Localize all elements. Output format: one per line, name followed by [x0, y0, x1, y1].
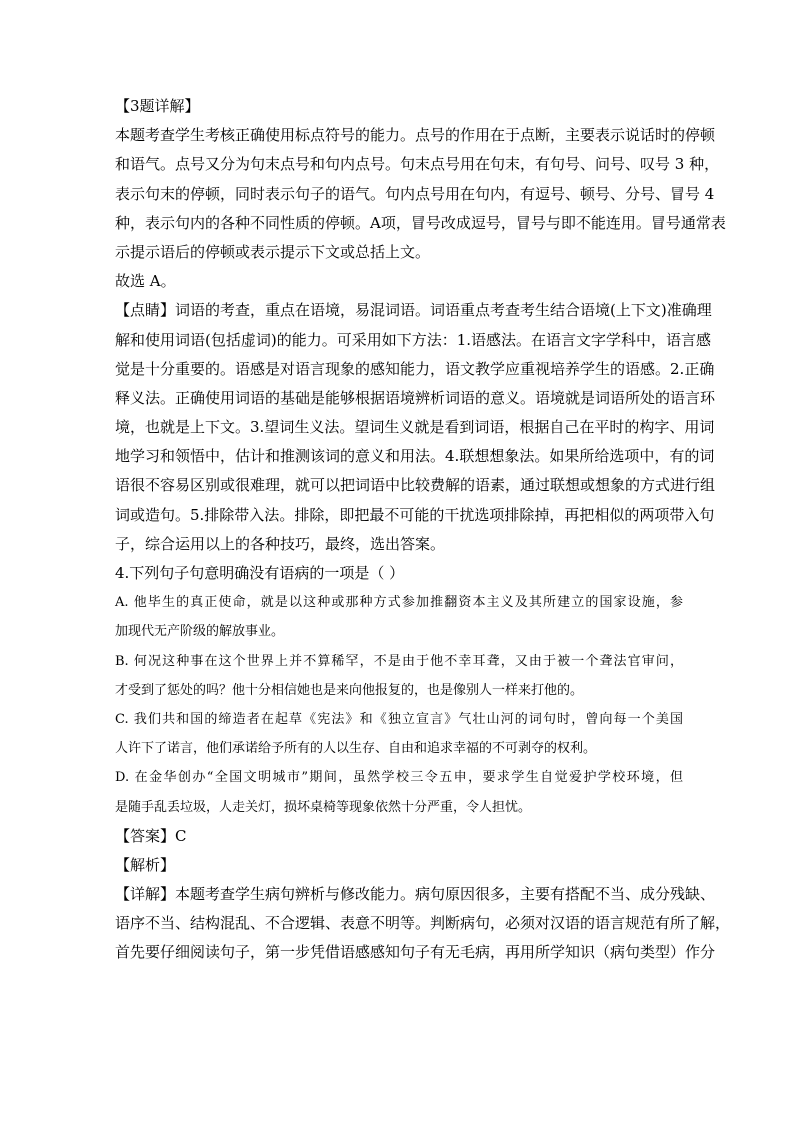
text-line: 示提示语后的停顿或表示提示下文或总括上文。 [115, 242, 431, 261]
text-line: 种，表示句内的各种不同性质的停顿。A项，冒号改成逗号，冒号与即不能连用。冒号通常表 [115, 213, 726, 232]
text-line: 4.下列句子句意明确没有语病的一项是（ ） [115, 564, 405, 582]
text-line: 【答案】C [115, 826, 187, 845]
text-line: B. 何况这种事在这个世界上并不算稀罕，不是由于他不幸耳聋，又由于被一个聋法官审问， [115, 653, 683, 669]
text-line: D. 在金华创办“全国文明城市”期间，虽然学校三令五申，要求学生自觉爱护学校环境，但 [115, 770, 683, 786]
text-line: 【解析】 [115, 855, 176, 874]
text-line: A. 他毕生的真正使命，就是以这种或那种方式参加推翻资本主义及其所建立的国家设施，参 [115, 595, 683, 611]
text-line: 释义法。正确使用词语的基础是能够根据语境辨析词语的意义。语境就是词语所处的语言环 [115, 388, 716, 407]
text-line: C. 我们共和国的缔造者在起草《宪法》和《独立宣言》气壮山河的词句时，曾向每一个美国 [115, 711, 683, 727]
text-line: 词或造句。5.排除带入法。排除，即把最不可能的干扰选项排除掉，再把相似的两项带入句 [115, 505, 715, 524]
text-line: 才受到了惩处的吗？他十分相信她也是来向他报复的，也是像别人一样来打他的。 [115, 682, 584, 698]
text-line: 语序不当、结构混乱、不合逻辑、表意不明等。判断病句，必须对汉语的语言规范有所了解， [115, 914, 731, 933]
text-line: 解和使用词语(包括虚词)的能力。可采用如下方法：1.语感法。在语言文字学科中，语言感 [115, 330, 712, 349]
text-line: 语很不容易区别或很难理，就可以把词语中比较费解的语素，通过联想或想象的方式进行组 [115, 476, 716, 495]
text-line: 本题考查学生考核正确使用标点符号的能力。点号的作用在于点断，主要表示说话时的停顿 [115, 126, 716, 145]
text-line: 和语气。点号又分为句末点号和句内点号。句末点号用在句末，有句号、问号、叹号 3 种， [115, 155, 720, 174]
text-line: 是随手乱丢垃圾，人走关灯，损坏桌椅等现象依然十分严重，令人担忧。 [115, 799, 532, 815]
text-line: 加现代无产阶级的解放事业。 [115, 624, 285, 640]
text-line: 故选 A。 [115, 272, 176, 291]
text-line: 表示句末的停顿，同时表示句子的语气。句内点号用在句内，有逗号、顿号、分号、冒号 4 [115, 184, 715, 203]
document-page [115, 96, 731, 972]
text-line: 子，综合运用以上的各种技巧，最终，选出答案。 [115, 534, 446, 553]
text-line: 觉是十分重要的。语感是对语言现象的感知能力，语文教学应重视培养学生的语感。2.正确 [115, 359, 715, 378]
text-line: 人许下了诺言，他们承诺给予所有的人以生存、自由和追求幸福的不可剥夺的权利。 [115, 741, 597, 757]
text-line: 【详解】本题考查学生病句辨析与修改能力。病句原因很多，主要有搭配不当、成分残缺、 [115, 885, 716, 904]
text-line: 地学习和领悟中，估计和推测该词的意义和用法。4.联想想象法。如果所给选项中，有的词 [115, 447, 715, 466]
text-line: 【3题详解】 [115, 97, 200, 115]
text-line: 【点睛】词语的考查，重点在语境，易混词语。词语重点考查考生结合语境(上下文)准确理 [115, 301, 712, 320]
text-line: 首先要仔细阅读句子，第一步凭借语感感知句子有无毛病，再用所学知识（病句类型）作分 [115, 943, 716, 962]
text-line: 境，也就是上下文。3.望词生义法。望词生义就是看到词语，根据自己在平时的构字、用词 [115, 418, 715, 437]
